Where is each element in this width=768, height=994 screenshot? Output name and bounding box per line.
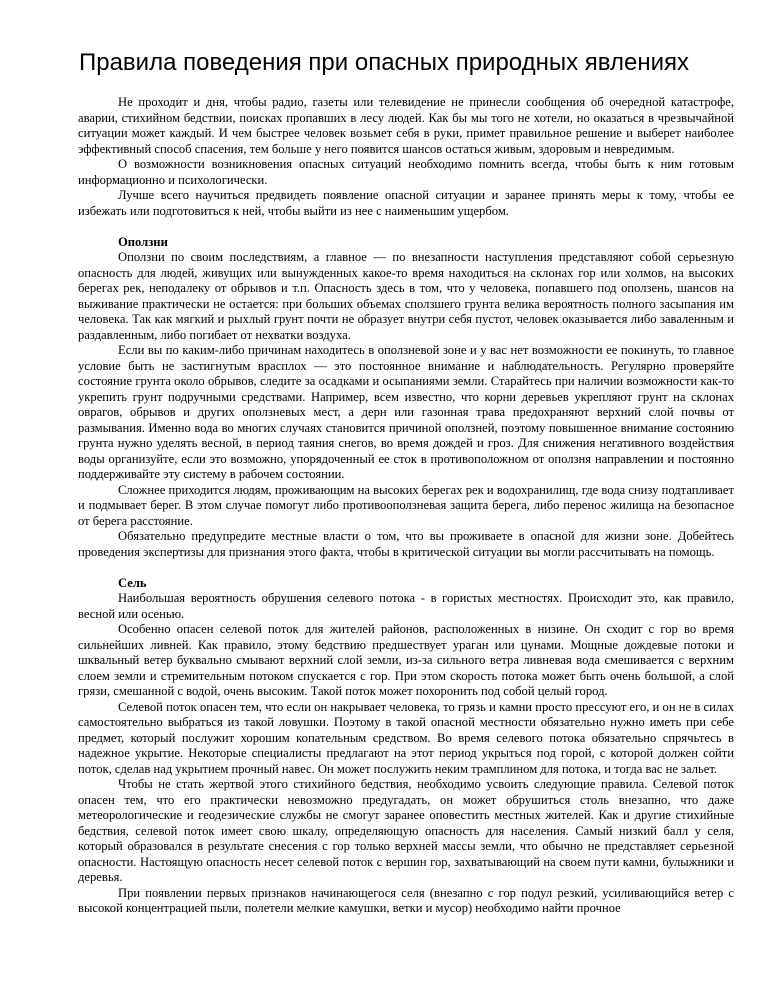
section-spacer xyxy=(78,560,734,576)
section-paragraph: Оползни по своим последствиям, а главное — по внезапности наступления представляют собой серьезную опасность для людей, живущих или вынужденных какое-то время находиться на склонах гор или холмов, на высоких берегах рек, неподалеку от обрывов и т.п. Опасность здесь в том, что у человека, попавшего под оползень, шансов на выживание практически не остается: при больших объемах сползшего грунта велика вероятность полного засыпания им человека. Так как мягкий и рыхлый грунт почти не образует внутри себя пустот, человек оказывается либо заваленным и раздавленным, либо погибает от нехватки воздуха. xyxy=(78,250,734,342)
document-body xyxy=(78,95,734,917)
intro-paragraph: Лучше всего научиться предвидеть появление опасной ситуации и заранее принять меры к тому, чтобы ее избежать или подготовиться к ней, чтобы выйти из нее с наименьшим ущербом. xyxy=(78,188,734,218)
section-heading: Сель xyxy=(118,575,147,590)
section-paragraph: Сложнее приходится людям, проживающим на высоких берегах рек и водохранилищ, где вода снизу подтапливает и подмывает берег. В этом случае помогут либо противооползневая защита берега, либо перенос жилища на безопасное от берега расстояние. xyxy=(78,482,734,528)
section-paragraph: Селевой поток опасен тем, что если он накрывает человека, то грязь и камни просто прессуют его, и он не в силах самостоятельно выбраться из такой ловушки. Поэтому в такой опасной местности обязательно нужно иметь при себе предмет, который послужит хорошим копательным средством. Во время селевого потока обязательно спрячьтесь в надежное укрытие. Некоторые специалисты предлагают на этот период укрыться под горой, с которой должен сойти поток, сделав над укрытием прочный навес. Он может послужить неким трамплином для потока, и тогда вас не зальет. xyxy=(78,699,734,776)
section-mudflow xyxy=(78,576,734,917)
section-landslides xyxy=(78,235,734,561)
section-spacer xyxy=(78,219,734,235)
section-paragraph: Обязательно предупредите местные власти о том, что вы проживаете в опасной для жизни зоне. Добейтесь проведения экспертизы для признания этого факта, чтобы в критической ситуации вы могли рассчитывать на помощь. xyxy=(78,529,734,559)
section-paragraph: Чтобы не стать жертвой этого стихийного бедствия, необходимо усвоить следующие правила. Селевой поток опасен тем, что его практически невозможно предугадать, он может обрушиться столь внезапно, что даже метеорологические и геодезические службы не смогут заранее оповестить местных жителей. Как и другие стихийные бедствия, селевой поток имеет свою шкалу, определяющую опасность для населения. Самый низкий балл у селя, который образовался в результате снесения с гор только верхней массы земли, что обычно не представляет серьезной опасности. Настоящую опасность несет селевой поток с вершин гор, захватывающий на своем пути камни, булыжники и деревья. xyxy=(78,777,734,884)
section-paragraph: Если вы по каким-либо причинам находитесь в оползневой зоне и у вас нет возможности ее покинуть, то главное условие быть не застигнутым врасплох — это постоянное внимание и наблюдательность. Регулярно проверяйте состояние грунта около обрывов, следите за осадками и осыпаниями земли. Старайтесь при наличии возможности как-то укрепить грунт подручными средствами. Например, всем известно, что корни деревьев укрепляют грунт на склонах оврагов, обрывов и других оползневых мест, а дерн или газонная трава предохраняют верхний слой почвы от размывания. Именно вода во многих случаях становится причиной оползней, поэтому повышенное внимание состоянию грунта нужно уделять весной, в период таяния снегов, во время дождей и гроз. Для снижения негативного воздействия воды организуйте, если это возможно, упорядоченный ее сток в противоположном от оползня направлении и постоянно поддерживайте эту систему в рабочем состоянии. xyxy=(78,343,734,481)
section-paragraph: Наибольшая вероятность обрушения селевого потока - в гористых местностях. Происходит это, как правило, весной или осенью. xyxy=(78,591,734,621)
section-paragraph: При появлении первых признаков начинающегося селя (внезапно с гор подул резкий, усиливающийся ветер с высокой концентрацией пыли, полетели мелкие камушки, ветки и мусор) необходимо найти прочное xyxy=(78,885,734,915)
section-heading: Оползни xyxy=(118,234,168,249)
document-title: Правила поведения при опасных природных явлениях xyxy=(78,49,690,76)
intro-paragraph: О возможности возникновения опасных ситуаций необходимо помнить всегда, чтобы быть к ним готовым информационно и психологически. xyxy=(78,157,734,187)
intro-paragraph: Не проходит и дня, чтобы радио, газеты или телевидение не принесли сообщения об очередной катастрофе, аварии, стихийном бедствии, поисках пропавших в лесу людей. Как бы мы того не хотели, но оказаться в чрезвычайной ситуации может каждый. И чем быстрее человек возьмет себя в руки, примет правильное решение и выберет наиболее эффективный способ спасения, тем больше у него появится шансов остаться живым, здоровым и невредимым. xyxy=(78,95,734,156)
section-paragraph: Особенно опасен селевой поток для жителей районов, расположенных в низине. Он сходит с гор во время сильнейших ливней. Как правило, этому бедствию предшествует ураган или цунами. Мощные дождевые потоки и шквальный ветер буквально смывают верхний слой земли, из-за сильного ветра ливневая вода смешивается с верхним слоем земли и стремительным потоком спускается с гор. При этом скорость потока может быть очень большой, а слой грязи, смешанной с водой, очень высоким. Такой поток может похоронить под собой целый город. xyxy=(78,622,734,698)
